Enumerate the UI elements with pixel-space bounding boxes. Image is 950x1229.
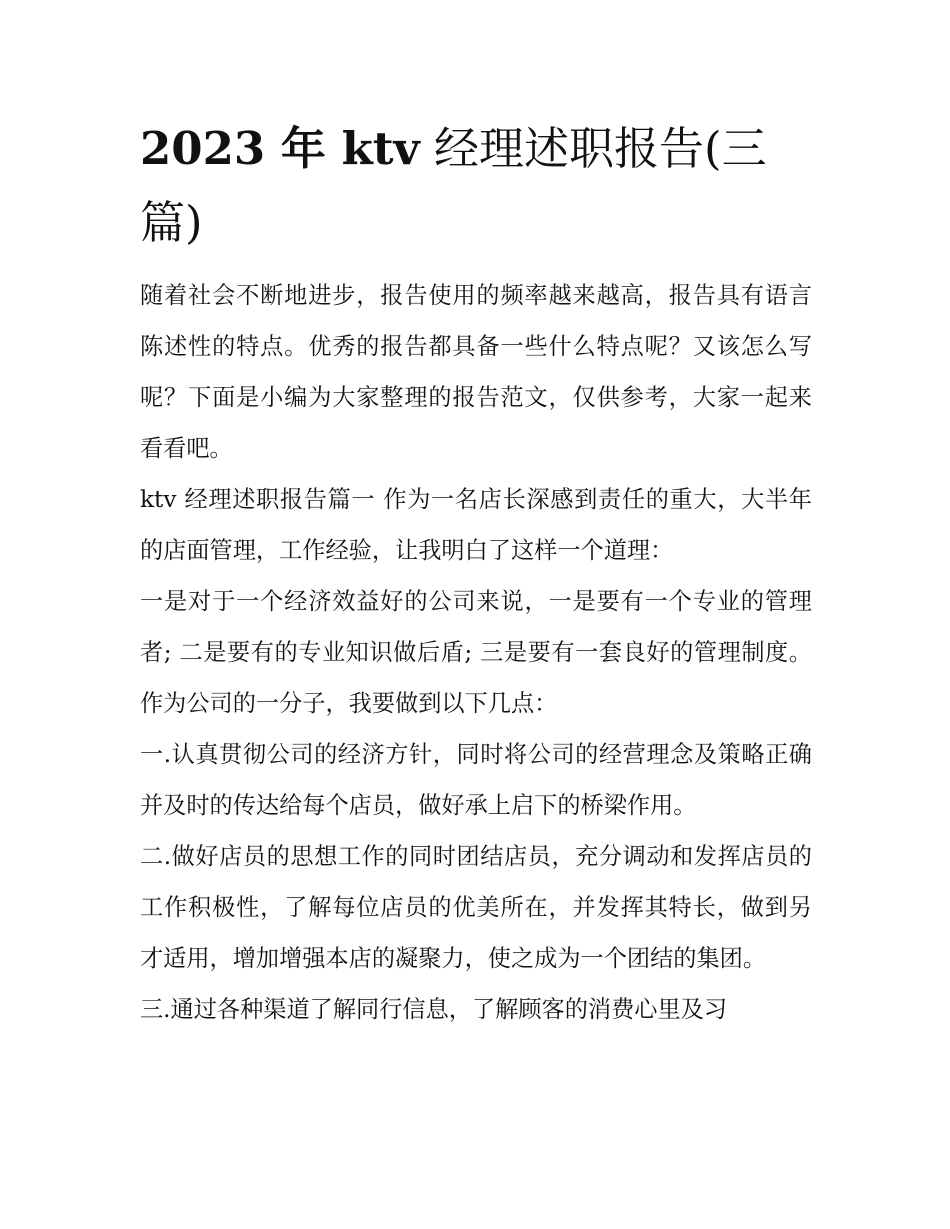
document-title bbox=[140, 112, 812, 260]
paragraph-report-opening: ktv 经理述职报告篇一 作为一名店长深感到责任的重大，大半年的店面管理，工作经验，让我明白了这样一个道理： bbox=[140, 486, 812, 564]
paragraph-three-requirements: 一是对于一个经济效益好的公司来说，一是要有一个专业的管理者; 二是要有的专业知识做后盾; 三是要有一套良好的管理制度。 作为公司的一分子，我要做到以下几点： bbox=[140, 588, 812, 717]
paragraph-intro: 随着社会不断地进步，报告使用的频率越来越高，报告具有语言陈述性的特点。优秀的报告都具备一些什么特点呢？又该怎么写呢？下面是小编为大家整理的报告范文，仅供参考，大家一起来看看吧。 bbox=[140, 282, 812, 462]
document-title-rest: 经理述职报告(三篇) bbox=[140, 122, 767, 249]
paragraph-point-two: 二.做好店员的思想工作的同时团结店员，充分调动和发挥店员的工作积极性，了解每位店员的优美所在，并发挥其特长，做到另才适用，增加增强本店的凝聚力，使之成为一个团结的集团。 bbox=[140, 843, 812, 972]
document-content bbox=[140, 112, 812, 1035]
document-title-bold: 2023 年 ktv bbox=[140, 122, 420, 175]
paragraph-point-one: 一.认真贯彻公司的经济方针，同时将公司的经营理念及策略正确并及时的传达给每个店员，做好承上启下的桥梁作用。 bbox=[140, 741, 812, 819]
paragraph-point-three: 三.通过各种渠道了解同行信息，了解顾客的消费心里及习 bbox=[140, 996, 728, 1023]
document-body bbox=[140, 270, 812, 1035]
